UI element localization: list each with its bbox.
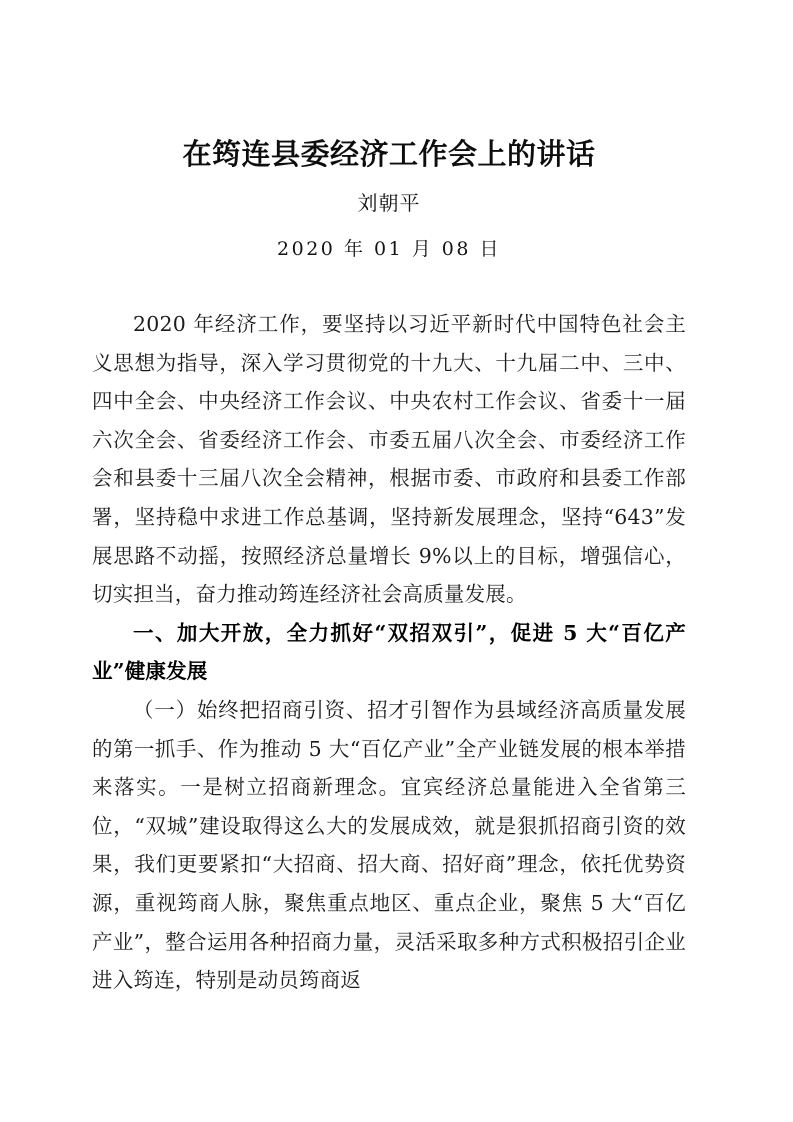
body-paragraph: （一）始终把招商引资、招才引智作为县域经济高质量发展的第一抓手、作为推动 5 大“百亿产业”全产业链发展的根本举措来落实。一是树立招商新理念。宜宾经济总量能进入全省第三位，“双城”建设取得这么大的发展成效，就是狠抓招商引资的效果，我们更要紧扣“大招商、招大商、招好商”理念，依托优势资源，重视筠商人脉，聚焦重点地区、重点企业，聚焦 5 大“百亿产业”，整合运用各种招商力量，灵活采取多种方式积极招引企业进入筠连，特别是动员筠商返 — [92, 697, 686, 993]
section-heading-1: 一、加大开放，全力抓好“双招双引”，促进 5 大“百亿产业”健康发展 — [92, 620, 686, 684]
document-body — [92, 263, 686, 1000]
body-paragraph: 2020 年经济工作，要坚持以习近平新时代中国特色社会主义思想为指导，深入学习贯彻党的十九大、十九届二中、三中、四中全会、中央经济工作会议、中央农村工作会议、省委十一届六次全会、省委经济工作会、市委五届八次全会、市委经济工作会和县委十三届八次全会精神，根据市委、市政府和县委工作部署，坚持稳中求进工作总基调，坚持新发展理念，坚持“643”发展思路不动摇，按照经济总量增长 9%以上的目标，增强信心，切实担当，奋力推动筠连经济社会高质量发展。 — [92, 312, 686, 607]
document-author: 刘朝平 — [357, 191, 421, 215]
page-title: 在筠连县委经济工作会上的讲话 — [182, 137, 596, 171]
page-content-column — [92, 0, 686, 1000]
document-date: 2020 年 01 月 08 日 — [277, 238, 501, 260]
